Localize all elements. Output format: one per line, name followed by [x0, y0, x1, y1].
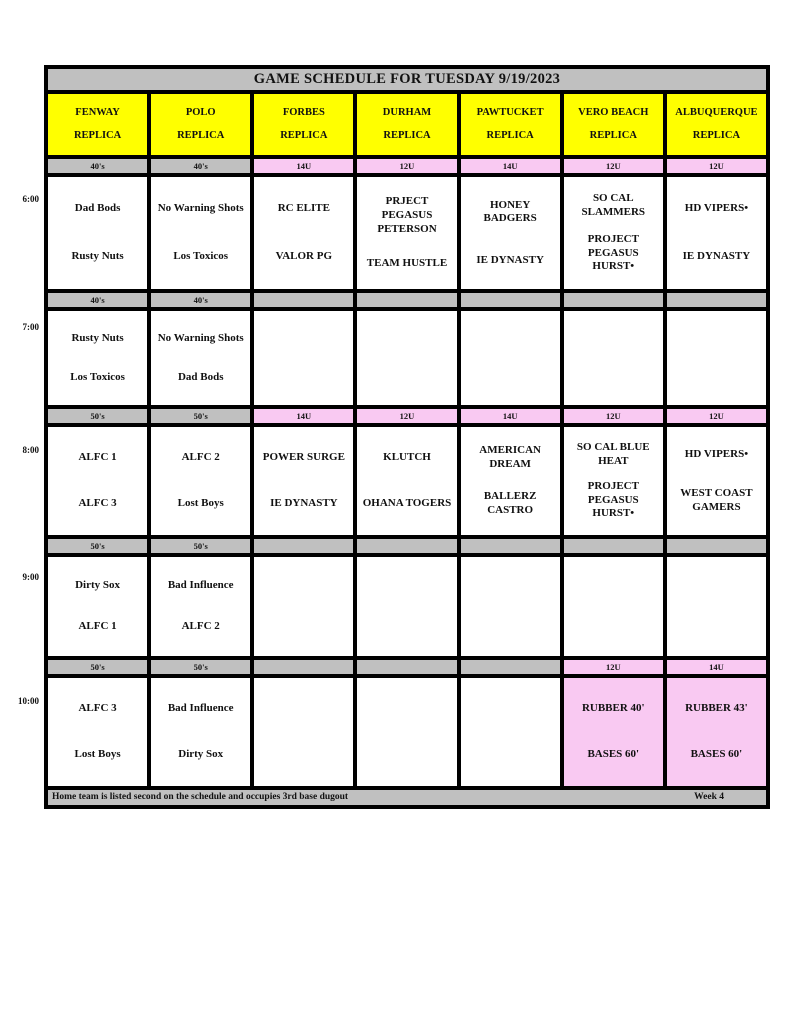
- home-team: Lost Boys: [74, 748, 121, 761]
- schedule-table: [44, 65, 770, 809]
- game-cell: [355, 309, 458, 407]
- division-row-700: [46, 291, 768, 309]
- game-cell: [665, 175, 768, 291]
- division-cell: 12U: [355, 157, 458, 175]
- away-team: ALFC 1: [78, 451, 117, 464]
- division-row-600: [46, 157, 768, 175]
- division-cell: [459, 537, 562, 555]
- division-cell: 40's: [149, 291, 252, 309]
- park-sub: REPLICA: [177, 130, 225, 141]
- game-cell: [46, 309, 149, 407]
- away-team: PRJECT PEGASUS PETERSON: [377, 195, 437, 235]
- division-cell: 50's: [46, 537, 149, 555]
- column-header-forbes: [252, 92, 355, 157]
- park-sub: REPLICA: [280, 130, 328, 141]
- game-cell: [355, 425, 458, 537]
- rubber-distance: RUBBER 40': [581, 702, 645, 715]
- away-team: HD VIPERS•: [684, 202, 749, 215]
- game-cell: [46, 175, 149, 291]
- home-team: Dad Bods: [177, 370, 224, 383]
- game-cell: [459, 309, 562, 407]
- division-cell: 14U: [252, 407, 355, 425]
- home-team: Dirty Sox: [178, 748, 224, 761]
- footer-bar: [46, 788, 768, 807]
- game-cell: [252, 175, 355, 291]
- field-dimensions-cell: [665, 676, 768, 788]
- column-header-vero-beach: [562, 92, 665, 157]
- time-label-900: 9:00: [22, 572, 39, 582]
- time-label-600: 6:00: [22, 194, 39, 204]
- game-cell: [46, 676, 149, 788]
- park-sub: REPLICA: [73, 130, 122, 141]
- division-cell: 12U: [355, 407, 458, 425]
- game-cell: [459, 175, 562, 291]
- division-cell: 50's: [149, 658, 252, 676]
- park-name: FORBES: [282, 106, 325, 118]
- game-cell: [355, 555, 458, 658]
- park-name: FENWAY: [75, 106, 120, 118]
- away-team: ALFC 2: [181, 451, 220, 464]
- division-cell: 12U: [562, 407, 665, 425]
- game-cell: [149, 175, 252, 291]
- division-cell: 12U: [562, 157, 665, 175]
- park-sub: REPLICA: [692, 130, 741, 141]
- game-cell: [665, 555, 768, 658]
- division-cell: [562, 291, 665, 309]
- field-dimensions-cell: [562, 676, 665, 788]
- game-cell: [149, 425, 252, 537]
- park-sub: REPLICA: [486, 130, 534, 141]
- home-team: Los Toxicos: [70, 370, 125, 383]
- away-team: SO CAL BLUE HEAT: [576, 440, 650, 467]
- away-team: No Warning Shots: [157, 202, 244, 215]
- game-cell: [252, 309, 355, 407]
- away-team: Bad Influence: [167, 702, 234, 715]
- division-row-800: [46, 407, 768, 425]
- game-cell: [252, 676, 355, 788]
- away-team: AMERICAN DREAM: [479, 444, 541, 470]
- game-row-800: [46, 425, 768, 537]
- division-cell: 12U: [665, 157, 768, 175]
- time-label-800: 8:00: [22, 445, 39, 455]
- division-cell: [459, 658, 562, 676]
- home-team: BALLERZ CASTRO: [483, 490, 537, 516]
- bases-distance: BASES 60': [587, 748, 640, 761]
- park-sub: REPLICA: [589, 130, 637, 141]
- division-cell: 50's: [46, 658, 149, 676]
- division-cell: 40's: [46, 291, 149, 309]
- column-header-pawtucket: [459, 92, 562, 157]
- division-cell: 40's: [149, 157, 252, 175]
- division-cell: 12U: [562, 658, 665, 676]
- game-cell: [459, 555, 562, 658]
- division-cell: 14U: [459, 157, 562, 175]
- away-team: HD VIPERS•: [684, 447, 749, 460]
- game-cell: [459, 676, 562, 788]
- home-team: IE DYNASTY: [476, 253, 544, 266]
- home-team: ALFC 1: [78, 620, 117, 633]
- division-cell: 50's: [149, 407, 252, 425]
- home-team: PROJECT PEGASUS HURST•: [587, 479, 639, 520]
- column-header-row: [46, 92, 768, 157]
- division-row-900: [46, 537, 768, 555]
- division-cell: [252, 658, 355, 676]
- home-team: ALFC 3: [78, 497, 117, 510]
- home-team: IE DYNASTY: [682, 250, 751, 263]
- division-cell: [355, 537, 458, 555]
- game-cell: [665, 425, 768, 537]
- home-team: VALOR PG: [275, 250, 333, 263]
- park-name: POLO: [185, 106, 216, 118]
- away-team: POWER SURGE: [262, 451, 345, 464]
- away-team: Dirty Sox: [75, 578, 121, 591]
- game-row-1000: [46, 676, 768, 788]
- away-team: KLUTCH: [383, 451, 431, 464]
- away-team: ALFC 3: [78, 702, 117, 715]
- division-cell: 50's: [149, 537, 252, 555]
- division-cell: [355, 291, 458, 309]
- division-cell: [355, 658, 458, 676]
- column-header-durham: [355, 92, 458, 157]
- division-row-1000: [46, 658, 768, 676]
- home-team: TEAM HUSTLE: [366, 257, 448, 269]
- bases-distance: BASES 60': [690, 748, 743, 761]
- away-team: Rusty Nuts: [71, 331, 124, 344]
- home-team: Rusty Nuts: [71, 250, 124, 263]
- home-team: IE DYNASTY: [270, 497, 338, 510]
- game-cell: [355, 676, 458, 788]
- park-name: PAWTUCKET: [476, 106, 544, 118]
- park-sub: REPLICA: [383, 130, 431, 141]
- park-name: DURHAM: [382, 106, 432, 118]
- column-header-albuquerque: [665, 92, 768, 157]
- away-team: Bad Influence: [167, 578, 234, 591]
- home-team: Los Toxicos: [173, 250, 229, 263]
- page-title: GAME SCHEDULE FOR TUESDAY 9/19/2023: [46, 67, 768, 92]
- game-cell: [562, 425, 665, 537]
- park-name: VERO BEACH: [578, 106, 649, 118]
- home-team: WEST COAST GAMERS: [680, 486, 753, 513]
- game-cell: [562, 555, 665, 658]
- game-cell: [149, 555, 252, 658]
- rubber-distance: RUBBER 43': [685, 702, 748, 715]
- game-cell: [252, 555, 355, 658]
- game-row-600: [46, 175, 768, 291]
- column-header-fenway: [46, 92, 149, 157]
- division-cell: 12U: [665, 407, 768, 425]
- away-team: HONEY BADGERS: [483, 198, 537, 225]
- column-header-polo: [149, 92, 252, 157]
- game-cell: [149, 309, 252, 407]
- home-team: PROJECT PEGASUS HURST•: [587, 232, 639, 273]
- home-team: OHANA TOGERS: [362, 497, 452, 510]
- division-cell: 14U: [665, 658, 768, 676]
- away-team: SO CAL SLAMMERS: [581, 191, 646, 218]
- game-row-900: [46, 555, 768, 658]
- away-team: No Warning Shots: [157, 331, 244, 344]
- division-cell: 14U: [252, 157, 355, 175]
- game-cell: [665, 309, 768, 407]
- park-name: ALBUQUERQUE: [675, 106, 758, 118]
- week-label: Week 4: [694, 791, 724, 802]
- time-label-700: 7:00: [22, 322, 39, 332]
- away-team: RC ELITE: [277, 202, 330, 215]
- game-row-700: [46, 309, 768, 407]
- home-team: ALFC 2: [181, 620, 220, 633]
- division-cell: [459, 291, 562, 309]
- division-cell: [252, 537, 355, 555]
- game-cell: [252, 425, 355, 537]
- away-team: Dad Bods: [74, 202, 121, 215]
- game-cell: [562, 309, 665, 407]
- time-label-1000: 10:00: [18, 696, 39, 706]
- division-cell: [562, 537, 665, 555]
- game-cell: [149, 676, 252, 788]
- division-cell: 40's: [46, 157, 149, 175]
- home-team: Lost Boys: [177, 497, 224, 510]
- division-cell: 50's: [46, 407, 149, 425]
- division-cell: [665, 537, 768, 555]
- home-team-note: Home team is listed second on the schedule and occupies 3rd base dugout: [52, 791, 349, 802]
- division-cell: [665, 291, 768, 309]
- game-cell: [46, 425, 149, 537]
- division-cell: 14U: [459, 407, 562, 425]
- game-cell: [46, 555, 149, 658]
- division-cell: [252, 291, 355, 309]
- game-cell: [355, 175, 458, 291]
- game-cell: [459, 425, 562, 537]
- game-cell: [562, 175, 665, 291]
